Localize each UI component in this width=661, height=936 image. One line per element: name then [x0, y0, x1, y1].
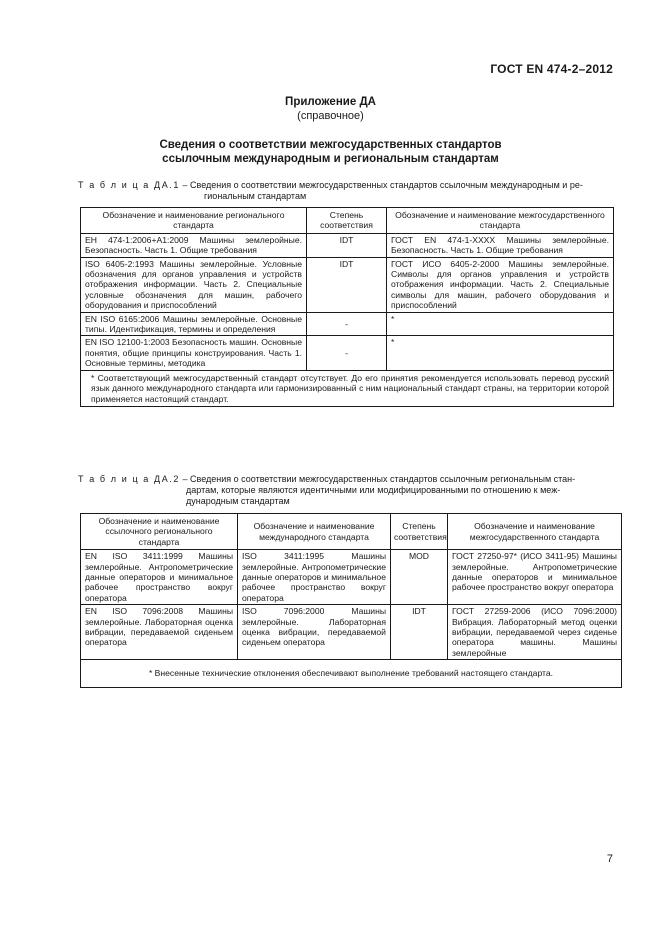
table1-caption-text-2: гиональным стандартам: [204, 191, 307, 201]
table1-header-row: [81, 208, 614, 234]
table1-header-regional: Обозначение и наименование региональногo стандарта: [81, 208, 307, 234]
table2-footnote: * Внесенные технические отклонения обеспечивают выполнение требований настоящего стандарта.: [81, 660, 622, 687]
table1-cell-interstate: ГОСТ EN 474-1-XXXX Машины землеройные. Безопасность. Часть 1. Общие требования: [387, 233, 614, 257]
table2-cell-international: ISO 7096:2000 Машины землеройные. Лабораторная оценка вибрации, передаваемой сиденьем оператора: [238, 605, 391, 660]
table2: [80, 513, 622, 688]
table1-footnote-row: [81, 370, 614, 406]
table-row: [81, 550, 622, 605]
table2-cell-international: ISO 3411:1995 Машины землеройные. Антропометрические данные операторов и минимальное рабочее пространство вокруг оператора: [238, 550, 391, 605]
appendix-subtitle: (справочное): [297, 110, 364, 122]
table1-header-interstate: Обозначение и наименование межгосударственного стандарта: [387, 208, 614, 234]
section-title: [0, 138, 661, 166]
table2-caption-text: – Сведения о соответствии межгосударственных стандартов ссылочным региональным стан-: [182, 474, 576, 484]
table2-cell-degree: MOD: [391, 550, 448, 605]
table1-cell-interstate: ГОСТ ИСО 6405-2-2000 Машины землеройные. Символы для органов управления и устройств отображения информации. Часть 2. Специальные символы для машин, рабочего оборудования и приспособлений: [387, 257, 614, 312]
table2-header-row: [81, 514, 622, 550]
page-number: 7: [606, 853, 613, 865]
table2-cell-regional: EN ISO 7096:2008 Машины землеройные. Лабораторная оценка вибрации, передаваемой сиденьем оператора: [81, 605, 238, 660]
table1-caption: [78, 180, 623, 202]
table-row: [81, 336, 614, 370]
table2-cell-degree: IDT: [391, 605, 448, 660]
table-row: [81, 312, 614, 336]
table2-cell-interstate: ГОСТ 27250-97* (ИСО 3411-95) Машины землеройные. Антропометрические данные операторов и минимальное рабочее пространство вокруг оператора: [448, 550, 622, 605]
table-row: [81, 605, 622, 660]
table1-header-degree: Степень соответствия: [307, 208, 387, 234]
table2-footnote-row: [81, 660, 622, 687]
table1-cell-degree: -: [307, 312, 387, 336]
table1-cell-regional: ISO 6405-2:1993 Машины землеройные. Условные обозначения для органов управления и устройств отображения информации. Часть 2. Специальные условные обозначения для машин, рабочего оборудования и приспособлений: [81, 257, 307, 312]
table1-cell-regional: EH 474-1:2006+A1:2009 Машины землеройные. Безопасность. Часть 1. Общие требования: [81, 233, 307, 257]
table1-footnote: * Соответствующий межгосударственный стандарт отсутствует. До его принятия рекомендуется использовать перевод русский язык данного международного стандарта или гармонизированный с ним национальный стандарт страны, на территории которой применяется настоящий стандарт.: [81, 370, 614, 406]
table2-cell-regional: EN ISO 3411:1999 Машины землеройные. Антропометрические данные операторов и минимальное рабочее пространство вокруг оператора: [81, 550, 238, 605]
table1-cell-interstate: *: [387, 336, 614, 370]
table1-cell-interstate: *: [387, 312, 614, 336]
table2-header-interstate: Обозначение и наименование межгосударственного стандарта: [448, 514, 622, 550]
table2-header-regional: Обозначение и наименование ссылочного регионального стандарта: [81, 514, 238, 550]
table1-caption-label: Т а б л и ц а ДА.1: [78, 180, 181, 190]
appendix-title: Приложение ДА: [285, 96, 376, 108]
table1-cell-degree: IDT: [307, 257, 387, 312]
table2-cell-interstate: ГОСТ 27259-2006 (ИСО 7096:2000) Вибрация. Лабораторный метод оценки вибрации, передаваемой через сиденье оператора машины. Машины землеройные: [448, 605, 622, 660]
table2-caption-text-2: дартам, которые являются идентичными или модифицированными по отношению к меж-: [186, 485, 561, 495]
table2-caption: [78, 474, 623, 507]
table2-caption-label: Т а б л и ц а ДА.2: [78, 474, 181, 484]
document-code: ГОСТ EN 474-2–2012: [490, 62, 613, 76]
section-title-line-1: Сведения о соответствии межгосударственных стандартов: [159, 139, 502, 151]
table-row: [81, 233, 614, 257]
section-title-line-2: ссылочным международным и региональным стандартам: [162, 153, 499, 165]
table1-cell-regional: EN ISO 6165:2006 Машины землеройные. Основные типы. Идентификация, термины и определения: [81, 312, 307, 336]
table1: [80, 207, 614, 407]
table1-caption-text: – Сведения о соответствии межгосударственных стандартов ссылочным международным и ре-: [182, 180, 583, 190]
table1-cell-degree: -: [307, 336, 387, 370]
table1-cell-degree: IDT: [307, 233, 387, 257]
table1-cell-regional: EN ISO 12100-1:2003 Безопасность машин. Основные понятия, общие принципы конструирования. Часть 1. Основные термины, методика: [81, 336, 307, 370]
table2-caption-text-3: дународным стандартам: [186, 496, 290, 506]
table2-header-international: Обозначение и наименование международного стандарта: [238, 514, 391, 550]
table-row: [81, 257, 614, 312]
table2-header-degree: Степень соответствия: [391, 514, 448, 550]
